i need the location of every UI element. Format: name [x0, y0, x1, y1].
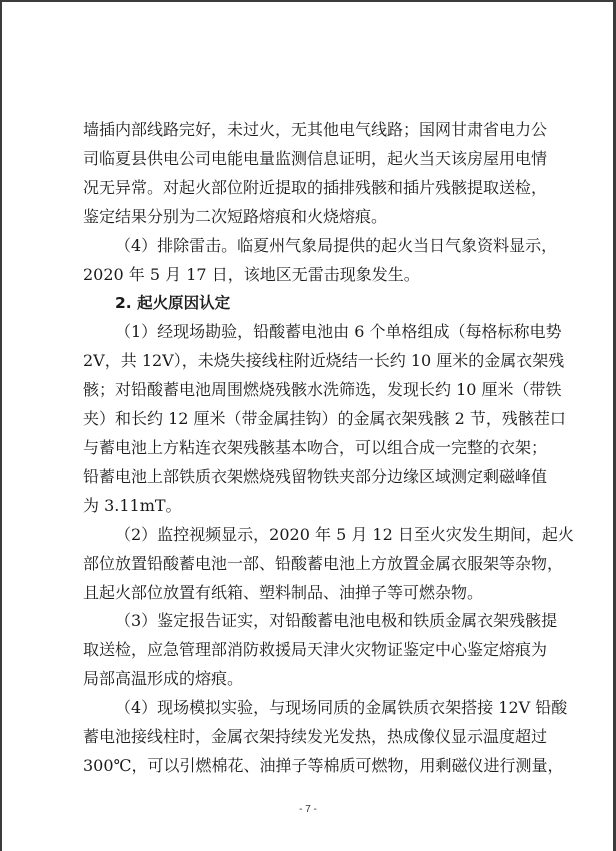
text-line: 司临夏县供电公司电能电量监测信息证明，起火当天该房屋用电情 — [83, 148, 548, 168]
text-line: （4）排除雷击。临夏州气象局提供的起火当日气象资料显示， — [115, 235, 558, 255]
paragraph-surveillance-video — [83, 521, 574, 608]
text-line: 夹）和长约 12 厘米（带金属挂钩）的金属衣架残骸 2 节，残骸茬口 — [83, 409, 566, 429]
paragraph-exclude-lightning — [83, 232, 558, 290]
paragraph-site-survey — [83, 318, 566, 520]
text-line: 铅蓄电池上部铁质衣架燃烧残留物铁夹部分边缘区域测定剩磁峰值 — [83, 466, 548, 486]
text-line: （1）经现场勘验，铅酸蓄电池由 6 个单格组成（每格标称电势 — [115, 322, 562, 342]
text-line: 2V，共 12V），未烧失接线柱附近烧结一长约 10 厘米的金属衣架残 — [83, 351, 565, 371]
page-number: - 7 - — [299, 804, 317, 815]
paragraph-appraisal-report — [83, 607, 558, 694]
text-line: 且起火部位放置有纸箱、塑料制品、油掸子等可燃杂物。 — [83, 582, 484, 602]
text-line: 骸；对铅酸蓄电池周围燃烧残骸水洗筛选，发现长约 10 厘米（带铁 — [83, 380, 562, 400]
paragraph-simulation-experiment — [83, 694, 568, 781]
text-line: 鉴定结果分别为二次短路熔痕和火烧熔痕。 — [83, 206, 388, 226]
text-line: 局部高温形成的熔痕。 — [83, 669, 244, 689]
text-line: 取送检，应急管理部消防救援局天津火灾物证鉴定中心鉴定熔痕为 — [83, 640, 548, 660]
text-line: 部位放置铅酸蓄电池一部、铅酸蓄电池上方放置金属衣服架等杂物， — [83, 553, 564, 573]
text-line: 墙插内部线路完好，未过火，无其他电气线路；国网甘肃省电力公 — [83, 120, 548, 139]
text-line: （2）监控视频显示，2020 年 5 月 12 日至火灾发生期间，起火 — [115, 524, 574, 544]
text-line: （3）鉴定报告证实，对铅酸蓄电池电极和铁质金属衣架残骸提 — [115, 611, 558, 631]
paragraph-power-supply — [83, 116, 548, 232]
text-line: 与蓄电池上方粘连衣架残骸基本吻合，可以组合成一完整的衣架； — [83, 437, 548, 457]
text-line: （4）现场模拟实验，与现场同质的金属铁质衣架搭接 12V 铅酸 — [115, 698, 568, 718]
text-line: 蓄电池接线柱时，金属衣架持续发光发热，热成像仪显示温度超过 — [83, 727, 548, 747]
text-line: 况无异常。对起火部位附近提取的插排残骸和插片残骸提取送检， — [83, 177, 548, 197]
section-heading-fire-cause: 2. 起火原因认定 — [115, 294, 231, 313]
text-line: 300℃，可以引燃棉花、油掸子等棉质可燃物，用剩磁仪进行测量， — [83, 755, 564, 775]
text-line: 为 3.11mT。 — [83, 495, 182, 515]
text-line: 2020 年 5 月 17 日，该地区无雷击现象发生。 — [83, 264, 420, 284]
document-body — [83, 116, 574, 781]
